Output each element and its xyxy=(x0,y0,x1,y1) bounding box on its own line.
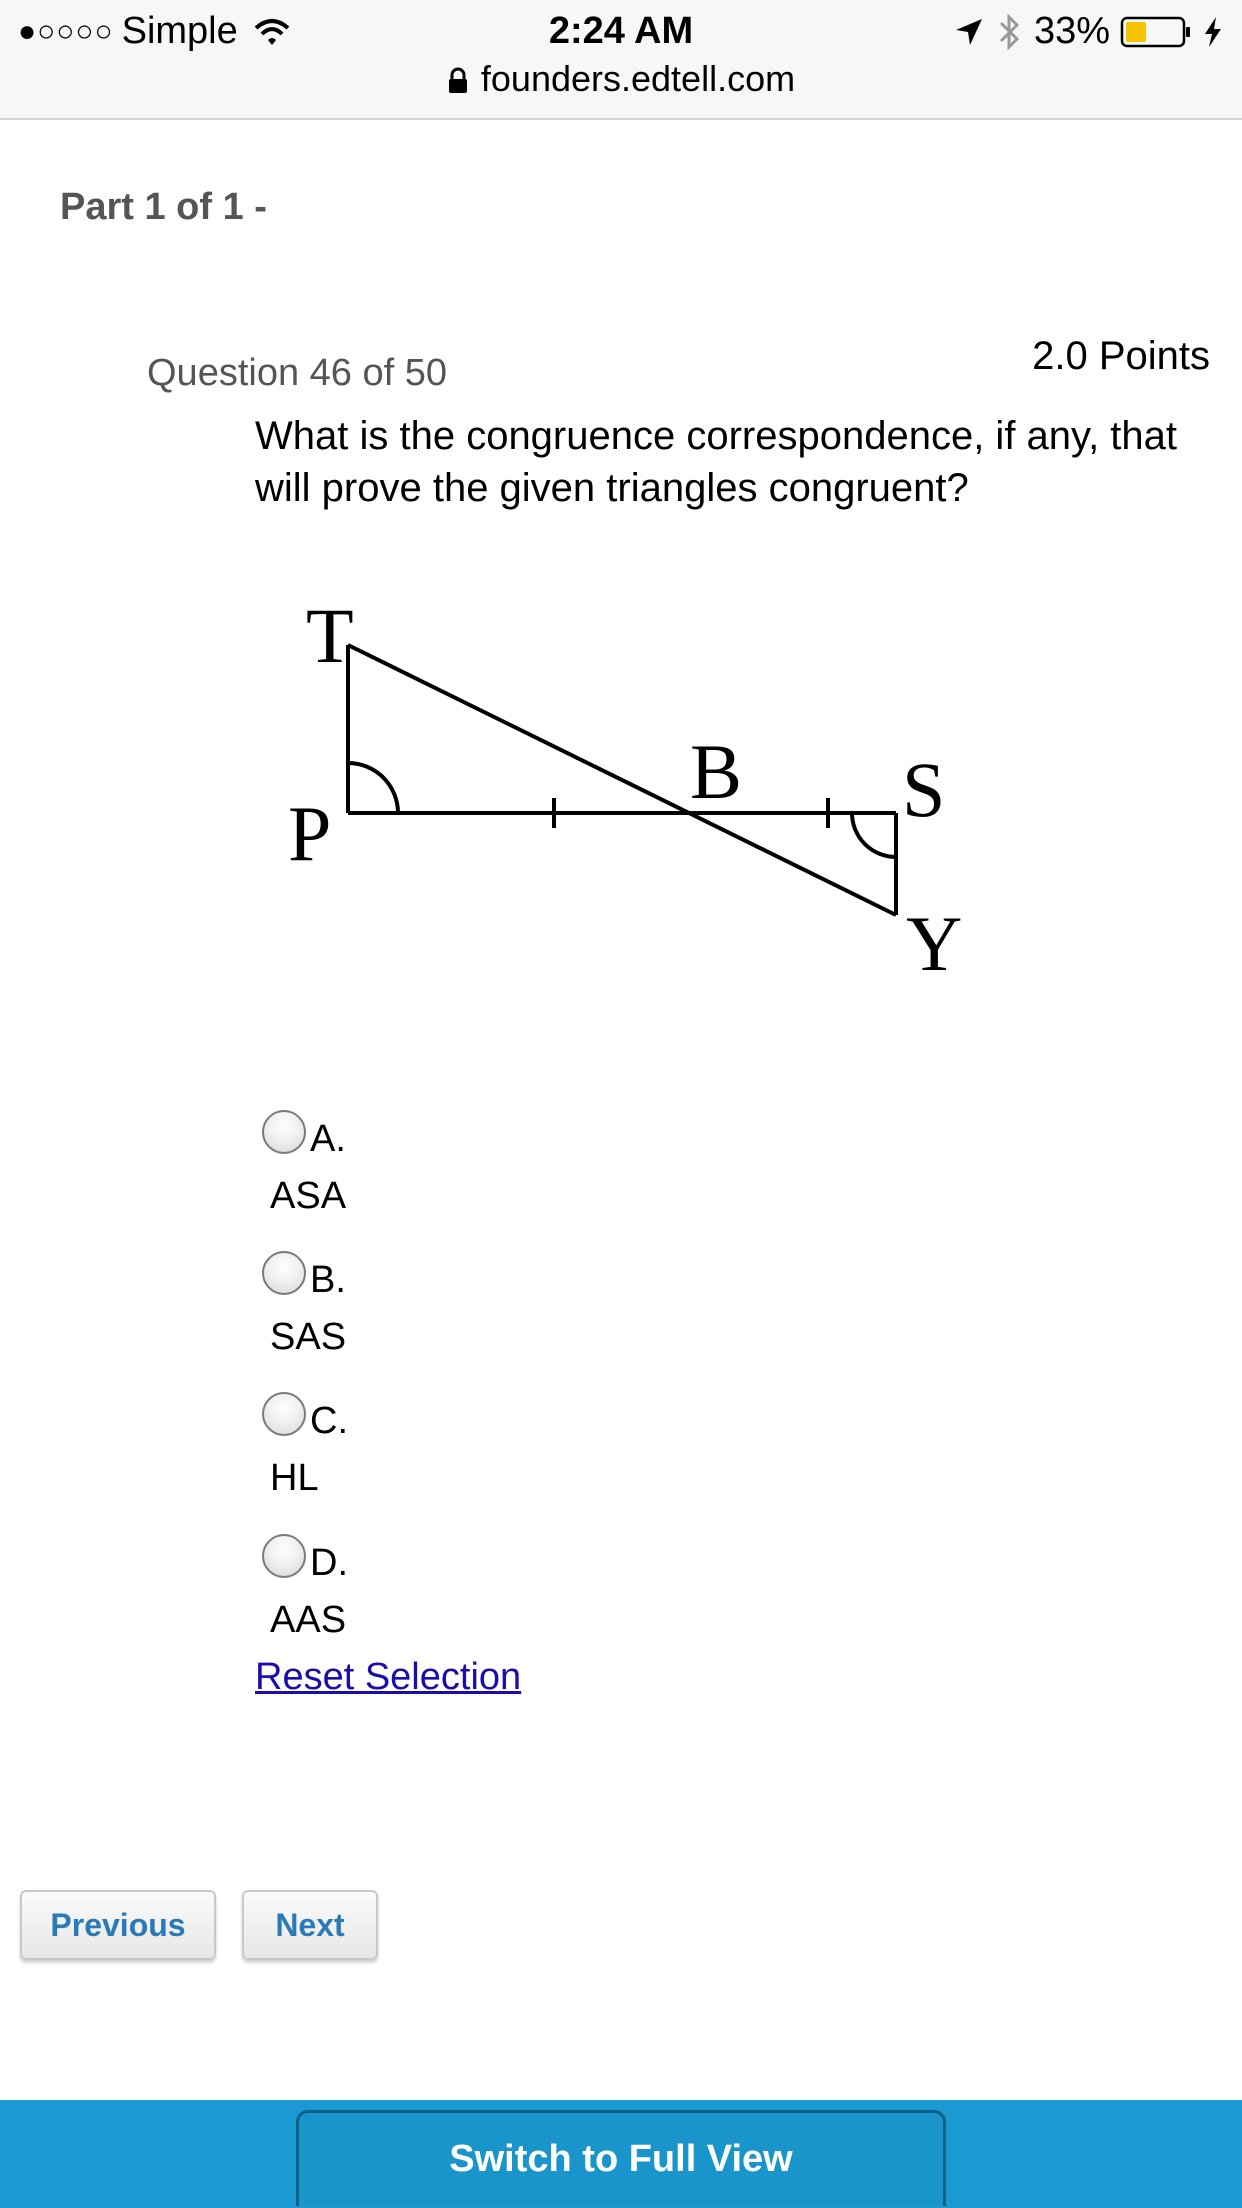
status-bar xyxy=(0,0,1242,120)
option-letter: A. xyxy=(310,1118,346,1160)
previous-button[interactable]: Previous xyxy=(20,1890,216,1960)
option-text: SAS xyxy=(270,1316,347,1358)
charging-icon xyxy=(1202,15,1224,49)
lock-icon xyxy=(447,67,469,95)
label-t: T xyxy=(306,592,354,679)
option-d[interactable] xyxy=(262,1526,348,1642)
radio-button[interactable] xyxy=(262,1392,306,1436)
url-bar[interactable] xyxy=(0,58,1242,100)
battery-icon xyxy=(1120,15,1194,49)
reset-selection-link[interactable]: Reset Selection xyxy=(255,1656,522,1698)
switch-full-view-button[interactable]: Switch to Full View xyxy=(296,2110,946,2206)
option-letter: D. xyxy=(310,1542,348,1584)
radio-button[interactable] xyxy=(262,1534,306,1578)
option-letter: C. xyxy=(310,1400,348,1442)
angle-mark-s xyxy=(852,813,896,857)
status-time: 2:24 AM xyxy=(548,10,694,52)
label-b: B xyxy=(690,728,743,815)
question-number: Question 46 of 50 xyxy=(147,352,447,394)
option-letter: B. xyxy=(310,1259,346,1301)
status-right xyxy=(954,10,1224,53)
option-text: HL xyxy=(270,1457,319,1499)
angle-mark-p xyxy=(348,763,398,813)
radio-button[interactable] xyxy=(262,1251,306,1295)
triangle-figure xyxy=(270,570,990,1010)
part-title: Part 1 of 1 - xyxy=(60,186,267,228)
radio-button[interactable] xyxy=(262,1110,306,1154)
location-arrow-icon xyxy=(954,17,984,47)
url-domain: founders.edtell.com xyxy=(480,58,796,99)
option-c[interactable] xyxy=(262,1384,348,1500)
question-text: What is the congruence correspondence, if any, that will prove the given triangles congruent? xyxy=(255,414,1178,510)
next-button[interactable]: Next xyxy=(242,1890,378,1960)
footer-bar xyxy=(0,2100,1242,2208)
triangle-lines xyxy=(348,645,896,915)
battery-percent: 33% xyxy=(1033,10,1110,52)
label-y: Y xyxy=(906,900,963,987)
option-text: ASA xyxy=(270,1175,347,1217)
option-a[interactable] xyxy=(262,1102,346,1218)
option-b[interactable] xyxy=(262,1243,346,1359)
signal-strength: ●○○○○ xyxy=(18,14,114,48)
label-s: S xyxy=(902,746,946,833)
option-text: AAS xyxy=(270,1599,347,1641)
bluetooth-icon xyxy=(994,12,1024,52)
question-points: 2.0 Points xyxy=(1032,334,1210,378)
label-p: P xyxy=(288,790,332,877)
carrier-name: Simple xyxy=(121,10,238,52)
